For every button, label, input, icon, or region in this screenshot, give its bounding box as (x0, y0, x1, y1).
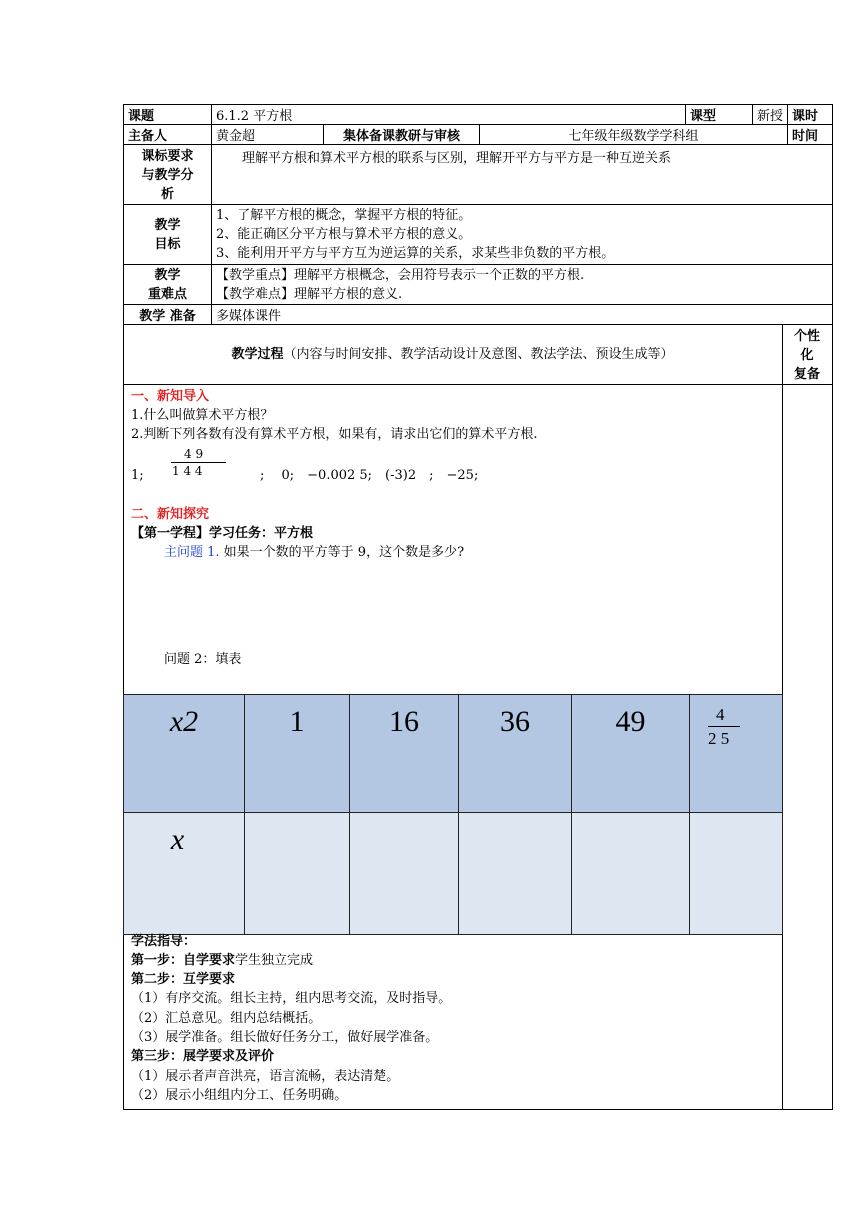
main-question-1: 主问题 1. 如果一个数的平方等于 9，这个数是多少? (164, 545, 465, 560)
hours-label: 课时 (788, 105, 833, 125)
fraction-cell (690, 695, 783, 813)
key-point: 【教学重点】理解平方根概念，会用符号表示一个正数的平方根. (216, 267, 585, 283)
table-cell: 16 (350, 695, 459, 813)
preparer-value: 黄金超 (212, 125, 324, 145)
topic-label: 课题 (124, 105, 212, 125)
prep-label: 教学 准备 (124, 305, 212, 325)
answer-cell[interactable] (690, 813, 783, 935)
answer-cell[interactable] (350, 813, 459, 935)
table-cell: 49 (572, 695, 690, 813)
lesson-header-table (123, 104, 833, 325)
goal-list (212, 205, 833, 265)
section-heading-explore: 二、新知探究 (131, 507, 210, 522)
difficult-point: 【教学难点】理解平方根的意义. (216, 286, 403, 302)
fraction-bar (708, 726, 740, 727)
step-1: 第一步：自学要求学生独立完成 (131, 953, 314, 968)
requirement-label: 课标要求 与教学分 析 (124, 145, 212, 205)
question-2-fill-table: 问题 2：填表 (164, 652, 242, 667)
process-title-divider (123, 384, 832, 385)
study-guide-title: 学法指导： (131, 934, 197, 949)
learning-task-heading: 【第一学程】学习任务：平方根 (131, 526, 314, 541)
fraction-numerator: 4 9 (184, 447, 204, 461)
goal-item: 3、能利用开平方与平方互为逆运算的关系，求某些非负数的平方根。 (216, 246, 615, 261)
fraction-denominator: 2 5 (708, 729, 730, 748)
step-2: 第二步：互学要求 (131, 972, 236, 987)
type-label: 课型 (686, 105, 753, 125)
fraction-denominator: 1 4 4 (172, 464, 203, 478)
intro-question-1: 1.什么叫做算术平方根？ (131, 408, 274, 423)
key-label: 教学 重难点 (124, 265, 212, 305)
goal-label: 教学 目标 (124, 205, 212, 265)
table-cell: 1 (245, 695, 350, 813)
key-points (212, 265, 833, 305)
answer-cell[interactable] (245, 813, 350, 935)
section-heading-intro: 一、新知导入 (131, 389, 210, 404)
goal-item: 2、能正确区分平方根与算术平方根的意义。 (216, 227, 472, 242)
fraction-numerator: 4 (716, 705, 725, 724)
intro-question-2: 2.判断下列各数有没有算术平方根，如果有，请求出它们的算术平方根. (131, 427, 538, 442)
step-3: 第三步：展学要求及评价 (131, 1049, 275, 1064)
side-column-label: 个性 化 复备 (793, 329, 820, 382)
type-value: 新授 (753, 105, 788, 125)
time-label: 时间 (788, 125, 833, 145)
step-3-item: （2）展示小组组内分工、任务明确。 (131, 1088, 348, 1103)
step-2-item: （1）有序交流。组长主持，组内思考交流，及时指导。 (131, 991, 452, 1006)
answer-cell[interactable] (459, 813, 572, 935)
table-cell: 36 (459, 695, 572, 813)
requirement-value: 理解平方根和算术平方根的联系与区别，理解开平方与平方是一种互逆关系 (212, 145, 833, 205)
review-value: 七年级年级数学学科组 (480, 125, 788, 145)
x-label: x (124, 813, 245, 935)
goal-item: 1、了解平方根的概念，掌握平方根的特征。 (216, 208, 472, 223)
process-title: 教学过程（内容与时间安排、教学活动设计及意图、教法学法、预设生成等） (231, 347, 674, 362)
number-list-rest: ; 0; −0.002 5; (-3)2 ; −25; (260, 468, 479, 483)
preparer-label: 主备人 (124, 125, 212, 145)
review-label: 集体备课教研与审核 (324, 125, 480, 145)
step-2-item: （3）展学准备。组长做好任务分工，做好展学准备。 (131, 1030, 439, 1045)
answer-cell[interactable] (572, 813, 690, 935)
topic-value: 6.1.2 平方根 (212, 105, 686, 125)
number-list-lead: 1; (131, 468, 144, 483)
step-3-item: （1）展示者声音洪亮，语言流畅，表达清楚。 (131, 1069, 400, 1084)
square-root-fill-table (123, 694, 783, 935)
prep-value: 多媒体课件 (212, 305, 833, 325)
step-2-item: （2）汇总意见。组内总结概括。 (131, 1011, 322, 1026)
x-squared-label: x2 (124, 695, 245, 813)
